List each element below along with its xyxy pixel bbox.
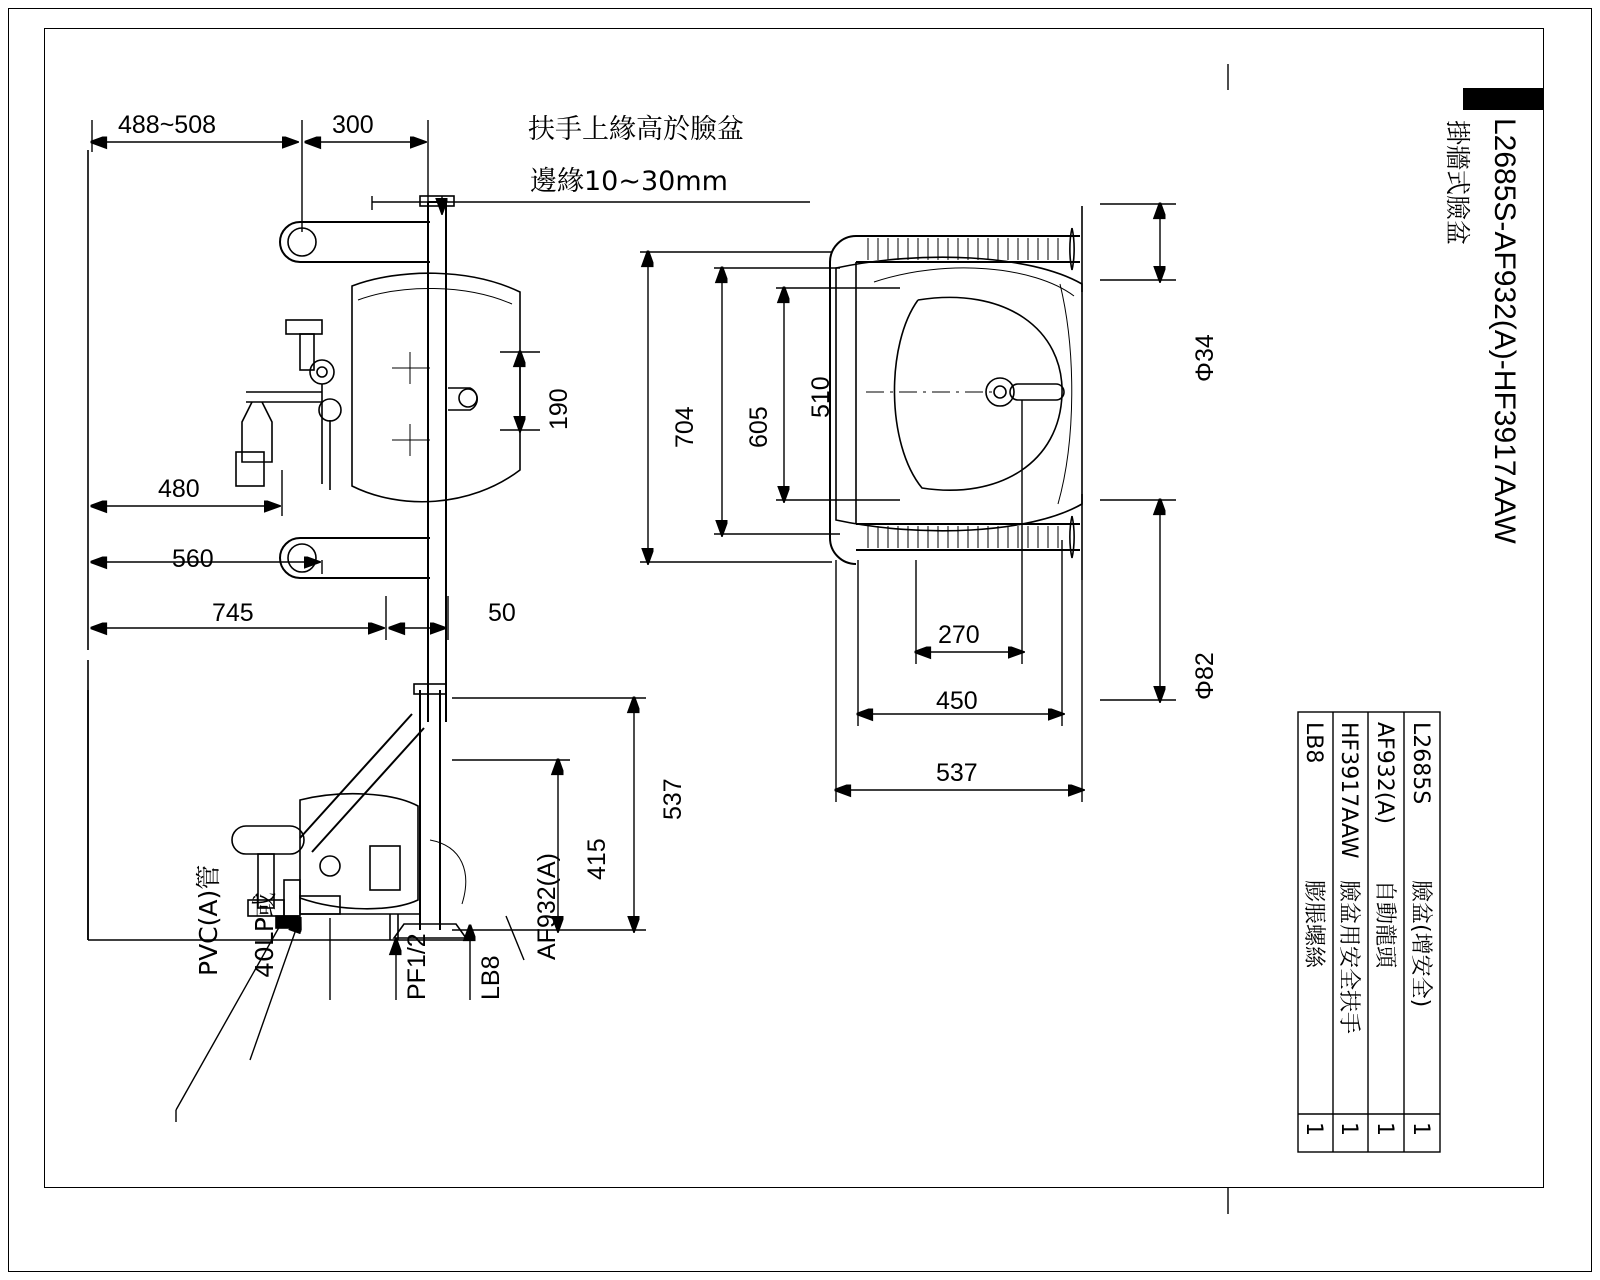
dim-537-side: 537 xyxy=(659,778,687,820)
callout-lb8: LB8 xyxy=(477,955,505,1000)
note-line-2: 邊緣10~30mm xyxy=(530,166,728,197)
dim-745: 745 xyxy=(212,599,254,627)
parts-row-qty-0: 1 xyxy=(1408,1122,1433,1136)
dim-phi82: Φ82 xyxy=(1191,652,1219,700)
parts-row-qty-1: 1 xyxy=(1372,1122,1397,1136)
note-line-1: 扶手上緣高於臉盆 xyxy=(528,114,744,145)
parts-row-qty-3: 1 xyxy=(1301,1122,1326,1136)
callout-pvc: PVC(A)管 xyxy=(194,864,223,976)
dim-phi34: Φ34 xyxy=(1191,334,1219,382)
dim-605: 605 xyxy=(745,406,773,448)
callout-pf12: PF1/2 xyxy=(403,933,431,1000)
dim-704: 704 xyxy=(671,406,699,448)
parts-row-code-0: L2685S xyxy=(1408,722,1433,805)
parts-row-code-1: AF932(A) xyxy=(1372,722,1397,824)
dim-450: 450 xyxy=(936,687,978,715)
parts-row-qty-2: 1 xyxy=(1336,1122,1361,1136)
callout-af932: AF932(A) xyxy=(533,853,561,960)
dim-190: 190 xyxy=(545,388,573,430)
dim-480: 480 xyxy=(158,475,200,503)
dim-50: 50 xyxy=(488,599,516,627)
parts-row-code-3: LB8 xyxy=(1301,722,1326,764)
parts-row-code-2: HF3917AAW xyxy=(1336,722,1361,859)
dim-537-plan: 537 xyxy=(936,759,978,787)
dim-510: 510 xyxy=(807,376,835,418)
drawing-title-sub: 掛牆式臉盆 xyxy=(1443,120,1472,246)
dim-415: 415 xyxy=(583,838,611,880)
parts-row-name-0: 臉盆(增安全) xyxy=(1408,880,1433,1008)
parts-row-name-2: 臉盆用安全扶手 xyxy=(1336,880,1361,1035)
callout-40lp: 40LP或 xyxy=(250,892,279,978)
dim-300: 300 xyxy=(332,111,374,139)
parts-row-name-1: 自動龍頭 xyxy=(1372,880,1397,969)
dim-488-508: 488~508 xyxy=(118,111,217,139)
dim-560: 560 xyxy=(172,545,214,573)
parts-row-name-3: 膨脹螺絲 xyxy=(1301,880,1326,969)
dim-270: 270 xyxy=(938,621,980,649)
drawing-title-code: L2685S-AF932(A)-HF3917AAW xyxy=(1488,118,1521,544)
